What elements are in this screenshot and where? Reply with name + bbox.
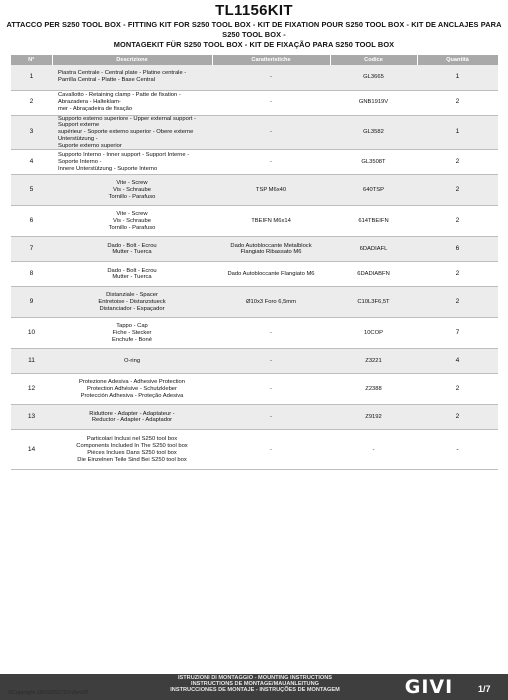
parts-table [11, 55, 499, 470]
row-code: 10COP [330, 318, 417, 349]
header-characteristics: Caratteristiche [212, 55, 330, 65]
row-characteristics: - [212, 349, 330, 374]
row-description [52, 90, 212, 115]
row-description [52, 65, 212, 90]
row-code: 6DADIAFL [330, 237, 417, 262]
description-line: Vis - Schraube [113, 218, 151, 225]
description-line: Supporto esterno superiore - Upper external support - Support externe [58, 115, 196, 129]
row-quantity: 2 [417, 405, 498, 430]
header-quantity: Quantità [417, 55, 498, 65]
row-code: C10L3F6,5T [330, 287, 417, 318]
header-code: Codice [330, 55, 417, 65]
row-code: 614TBEIFN [330, 206, 417, 237]
row-description [52, 115, 212, 150]
row-characteristics: - [212, 374, 330, 405]
row-quantity: 2 [417, 175, 498, 206]
table-row [11, 115, 498, 150]
givi-logo: GIVI [404, 676, 454, 698]
table-row [11, 262, 498, 287]
description-line: Mutter - Tuerca [112, 274, 152, 281]
description-line: supérieur - Soporte externo superior - Obere externe Unterstützung - [58, 129, 194, 142]
description-line: Protezione Adesiva - Adhesive Protection [78, 379, 186, 386]
row-quantity: 4 [417, 349, 498, 374]
description-line: Vite - Screw [116, 211, 148, 218]
row-code: Z3221 [330, 349, 417, 374]
row-quantity: 1 [417, 115, 498, 150]
page-number: 1/7 [478, 684, 491, 694]
row-characteristics: - [212, 115, 330, 150]
row-number: 13 [11, 405, 52, 430]
table-row [11, 374, 498, 405]
row-description [52, 374, 212, 405]
description-line: Supporto Interno - Inner support - Support Interne - Soporte Interno - [58, 152, 190, 166]
row-description [52, 237, 212, 262]
description-line: O-ring [123, 358, 141, 365]
row-characteristics: Ø10x3 Foro 6,5mm [212, 287, 330, 318]
table-row [11, 175, 498, 206]
footer-line-2: INSTRUCTIONS DE MONTAGE/MAUANLEITUNG [191, 681, 319, 687]
table-row [11, 405, 498, 430]
description-line: Mutter - Tuerca [112, 249, 152, 256]
row-number: 2 [11, 90, 52, 115]
row-description [52, 262, 212, 287]
footer-line-3: INSTRUCCIONES DE MONTAJE - INSTRUÇÕES DE MONTAGEM [170, 687, 340, 693]
header-description: Descrizione [52, 55, 212, 65]
table-header-row [11, 55, 498, 65]
description-line: Parrilla Central - Platte - Base Central [58, 77, 155, 84]
description-line: Reductor - Adapter - Adaptador [91, 417, 173, 424]
description-line: Tappo - Cap [116, 323, 148, 330]
table-row [11, 150, 498, 175]
description-line: Riduttore - Adapter - Adaptateur - [89, 410, 175, 417]
description-line: Dado - Bolt - Ecrou [107, 267, 157, 274]
description-line: Distanciador - Espaçador [99, 305, 165, 312]
row-characteristics: - [212, 90, 330, 115]
table-row [11, 90, 498, 115]
row-number: 8 [11, 262, 52, 287]
row-quantity: 2 [417, 287, 498, 318]
row-quantity: 7 [417, 318, 498, 349]
subtitle-line-1: ATTACCO PER S250 TOOL BOX - FITTING KIT FOR S250 TOOL BOX - KIT DE FIXATION POUR S250 TOOL BOX - KIT DE ANCLAJES PARA S250 TOOL BOX - [6, 20, 502, 39]
footer-line-1: ISTRUZIONI DI MONTAGGIO - MOUNTING INSTRUCTIONS [177, 675, 333, 681]
description-line: Cavallotto - Retaining clamp - Patte de fixation - Abrazadera - Halteklam- [58, 92, 181, 106]
row-number: 12 [11, 374, 52, 405]
row-code: GL3508T [330, 150, 417, 175]
row-description [52, 287, 212, 318]
row-code: GNB1919V [330, 90, 417, 115]
row-quantity: 2 [417, 262, 498, 287]
row-description [52, 349, 212, 374]
row-number: 10 [11, 318, 52, 349]
description-line: Protección Adhesiva - Proteção Adesiva [80, 392, 184, 399]
description-line: mer - Abraçadeira de fixação [58, 105, 133, 112]
subtitle-line-2: MONTAGEKIT FÜR S250 TOOL BOX - KIT DE FIXAÇÃO PARA S250 TOOL BOX [113, 40, 395, 49]
row-characteristics: TSP M6x40 [212, 175, 330, 206]
row-quantity: 2 [417, 90, 498, 115]
description-line: Fiche - Stecker [112, 330, 152, 337]
row-characteristics: - [212, 150, 330, 175]
description-line: Tornillo - Parafuso [108, 193, 156, 200]
row-description [52, 206, 212, 237]
table-row [11, 237, 498, 262]
header-number: N° [11, 55, 52, 65]
document-title: TL1156KIT [215, 2, 293, 19]
row-characteristics: - [212, 318, 330, 349]
row-description [52, 430, 212, 470]
description-line: Suporte externo superior [58, 142, 122, 149]
footer-instructions [150, 675, 360, 693]
row-description [52, 150, 212, 175]
description-line: Pièces Inclues Dans S250 tool box [87, 449, 177, 456]
row-description [52, 175, 212, 206]
table-row [11, 206, 498, 237]
row-number: 3 [11, 115, 52, 150]
row-code: 640TSP [330, 175, 417, 206]
row-code: 6DADIABFN [330, 262, 417, 287]
row-number: 5 [11, 175, 52, 206]
row-characteristics: Dado Autobloccante Metalblock Flangiato Ribassato M6 [212, 237, 330, 262]
row-number: 9 [11, 287, 52, 318]
table-row [11, 318, 498, 349]
description-line: Piastra Centrale - Central plate - Platine centrale - [58, 70, 187, 77]
row-quantity: - [417, 430, 498, 470]
row-code: - [330, 430, 417, 470]
description-line: Tornillo - Parafuso [108, 224, 156, 231]
description-line: Enchufe - Boné [112, 336, 152, 343]
row-quantity: 2 [417, 150, 498, 175]
row-number: 4 [11, 150, 52, 175]
description-line: Dado - Bolt - Ecrou [107, 242, 157, 249]
row-code: GL3665 [330, 65, 417, 90]
row-number: 14 [11, 430, 52, 470]
row-number: 6 [11, 206, 52, 237]
table-row [11, 65, 498, 90]
row-number: 1 [11, 65, 52, 90]
description-line: Components Included In The S250 tool box [76, 443, 188, 450]
row-quantity: 2 [417, 206, 498, 237]
description-line: Distanziale - Spacer [106, 292, 158, 299]
description-line: Vis - Schraube [113, 187, 151, 194]
document-subtitle [4, 20, 504, 50]
description-line: Vite - Screw [116, 180, 148, 187]
table-row [11, 349, 498, 374]
row-code: GL3582 [330, 115, 417, 150]
description-line: Protection Adhésive - Schutzkleber [87, 386, 177, 393]
row-quantity: 6 [417, 237, 498, 262]
row-code: Z9192 [330, 405, 417, 430]
row-characteristics: Dado Autobloccante Flangiato M6 [212, 262, 330, 287]
row-characteristics: - [212, 430, 330, 470]
row-characteristics: TBEIFN M6x14 [212, 206, 330, 237]
copyright-text: ©Copyright 18/09/2017SV-Rev00 [8, 690, 88, 696]
description-line: Innere Unterstützung - Suporte Interno [58, 165, 158, 172]
row-number: 11 [11, 349, 52, 374]
description-line: Entretoise - Distanzstueck [98, 299, 166, 306]
table-row [11, 430, 498, 470]
row-characteristics: - [212, 65, 330, 90]
row-number: 7 [11, 237, 52, 262]
row-quantity: 1 [417, 65, 498, 90]
row-code: Z2388 [330, 374, 417, 405]
row-characteristics: - [212, 405, 330, 430]
row-description [52, 405, 212, 430]
description-line: Particolari Inclusi nel S250 tool box [86, 436, 178, 443]
table-row [11, 287, 498, 318]
row-description [52, 318, 212, 349]
description-line: Die Einzelnen Teile Sind Bei S250 tool box [77, 456, 187, 463]
row-quantity: 2 [417, 374, 498, 405]
